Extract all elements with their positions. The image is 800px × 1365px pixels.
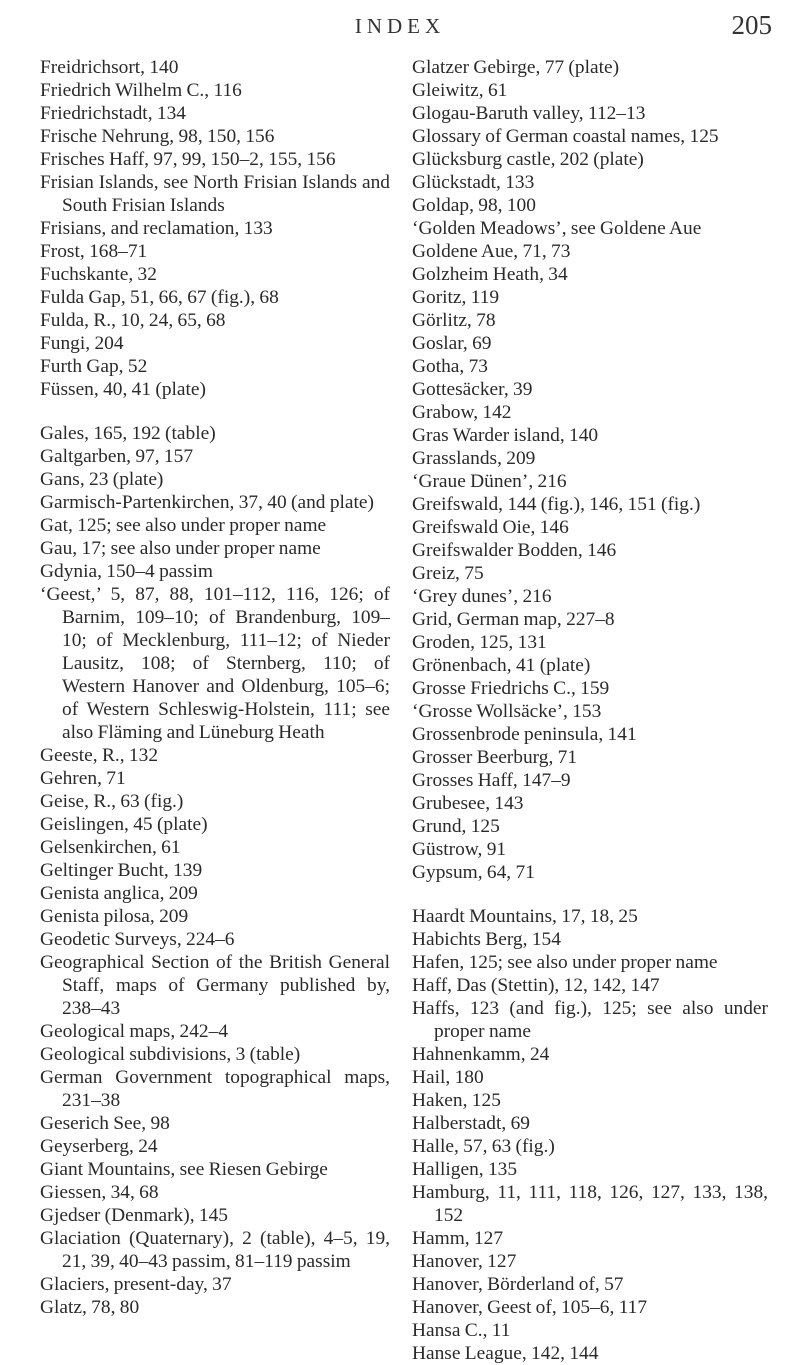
index-entry: Haken, 125 xyxy=(412,1090,501,1111)
index-entry: Grubesee, 143 xyxy=(412,793,524,814)
index-entry: Grabow, 142 xyxy=(412,402,512,423)
index-entry: Friedrich Wilhelm C., 116 xyxy=(40,80,242,101)
index-entry: Geltinger Bucht, 139 xyxy=(40,860,203,881)
index-entry: Görlitz, 78 xyxy=(412,310,496,331)
index-entry: Golzheim Heath, 34 xyxy=(412,264,568,285)
running-title: INDEX xyxy=(354,14,446,38)
page-number: 205 xyxy=(731,10,772,40)
letter-group-gap xyxy=(412,884,768,905)
index-entry: ‘Grey dunes’, 216 xyxy=(412,586,552,607)
index-entry: Geeste, R., 132 xyxy=(40,745,159,766)
index-entry: Genista pilosa, 209 xyxy=(40,906,189,927)
index-entry: German Government topographical maps, 231–38 xyxy=(40,1067,390,1111)
index-entry: Glatzer Gebirge, 77 (plate) xyxy=(412,57,620,78)
index-entry: Giessen, 34, 68 xyxy=(40,1182,159,1203)
index-entry: Gottesäcker, 39 xyxy=(412,379,533,400)
index-entry: Glaciation (Quaternary), 2 (table), 4–5, 19, 21, 39, 40–43 passim, 81–119 passim xyxy=(40,1228,390,1272)
index-entry: Gras Warder island, 140 xyxy=(412,425,599,446)
index-entry: Grosse Friedrichs C., 159 xyxy=(412,678,610,699)
index-entry: Garmisch-Partenkirchen, 37, 40 (and plate) xyxy=(40,492,374,513)
index-entry: Haffs, 123 (and fig.), 125; see also under proper name xyxy=(412,998,768,1042)
index-entry: Friedrichstadt, 134 xyxy=(40,103,186,124)
index-entry: Fulda Gap, 51, 66, 67 (fig.), 68 xyxy=(40,287,279,308)
index-entry: Habichts Berg, 154 xyxy=(412,929,561,950)
index-entry: Hamburg, 11, 111, 118, 126, 127, 133, 138, 152 xyxy=(412,1182,768,1226)
index-entry: Greifswald Oie, 146 xyxy=(412,517,569,538)
index-entry: Grosser Beerburg, 71 xyxy=(412,747,578,768)
index-entry: Groden, 125, 131 xyxy=(412,632,547,653)
index-entry: Hamm, 127 xyxy=(412,1228,504,1249)
index-entry: Furth Gap, 52 xyxy=(40,356,148,377)
index-entry: Gjedser (Denmark), 145 xyxy=(40,1205,228,1226)
running-head xyxy=(0,10,800,48)
index-entry: Gleiwitz, 61 xyxy=(412,80,508,101)
index-entry: Gypsum, 64, 71 xyxy=(412,862,535,883)
index-entry: Geographical Section of the British General Staff, maps of Germany published by, 238–43 xyxy=(40,952,390,1019)
index-entry: Hail, 180 xyxy=(412,1067,484,1088)
index-column-left xyxy=(40,56,390,1319)
index-entry: Grasslands, 209 xyxy=(412,448,536,469)
index-entry: Fuchskante, 32 xyxy=(40,264,157,285)
index-entry: Glogau-Baruth valley, 112–13 xyxy=(412,103,646,124)
index-entry: Goldap, 98, 100 xyxy=(412,195,536,216)
index-entry: Haff, Das (Stettin), 12, 142, 147 xyxy=(412,975,660,996)
index-entry: Greiz, 75 xyxy=(412,563,484,584)
index-entry: Glückstadt, 133 xyxy=(412,172,535,193)
index-entry: Greifswalder Bodden, 146 xyxy=(412,540,617,561)
index-entry: Greifswald, 144 (fig.), 146, 151 (fig.) xyxy=(412,494,701,515)
index-entry: Halberstadt, 69 xyxy=(412,1113,530,1134)
index-entry: Goldene Aue, 71, 73 xyxy=(412,241,571,262)
index-entry: Glatz, 78, 80 xyxy=(40,1297,140,1318)
index-entry: Geodetic Surveys, 224–6 xyxy=(40,929,235,950)
letter-group-gap xyxy=(40,401,390,422)
index-column-right xyxy=(412,56,768,1365)
index-entry: Frische Nehrung, 98, 150, 156 xyxy=(40,126,275,147)
index-entry: Gau, 17; see also under proper name xyxy=(40,538,321,559)
index-entry: Goritz, 119 xyxy=(412,287,500,308)
index-entry: ‘Golden Meadows’, see Goldene Aue xyxy=(412,218,702,239)
index-entry: Hanse League, 142, 144 xyxy=(412,1343,599,1364)
index-entry: Genista anglica, 209 xyxy=(40,883,198,904)
index-entry: Grönenbach, 41 (plate) xyxy=(412,655,591,676)
index-entry: Grosses Haff, 147–9 xyxy=(412,770,571,791)
index-entry: Frost, 168–71 xyxy=(40,241,148,262)
index-entry: Hafen, 125; see also under proper name xyxy=(412,952,718,973)
index-entry: Gelsenkirchen, 61 xyxy=(40,837,181,858)
index-entry: Halle, 57, 63 (fig.) xyxy=(412,1136,555,1157)
index-entry: Halligen, 135 xyxy=(412,1159,518,1180)
index-entry: Güstrow, 91 xyxy=(412,839,507,860)
index-entry: Grund, 125 xyxy=(412,816,500,837)
index-entry: Geological subdivisions, 3 (table) xyxy=(40,1044,301,1065)
index-entry: Glaciers, present-day, 37 xyxy=(40,1274,232,1295)
index-entry: Gales, 165, 192 (table) xyxy=(40,423,216,444)
index-entry: Grossenbrode peninsula, 141 xyxy=(412,724,637,745)
index-entry: Füssen, 40, 41 (plate) xyxy=(40,379,206,400)
index-entry: ‘Graue Dünen’, 216 xyxy=(412,471,567,492)
index-entry: Hanover, Geest of, 105–6, 117 xyxy=(412,1297,648,1318)
index-entry: Fulda, R., 10, 24, 65, 68 xyxy=(40,310,226,331)
index-entry: ‘Geest,’ 5, 87, 88, 101–112, 116, 126; of Barnim, 109–10; of Brandenburg, 109–10; of Mecklenburg, 111–12; of Nieder Lausitz, 108; of Sternberg, 110; of Western Hanover and Oldenburg, 105–6; of Western Schleswig-Holstein, 111; see also Fläming and Lüneburg Heath xyxy=(40,584,390,743)
index-entry: Geserich See, 98 xyxy=(40,1113,170,1134)
index-entry: Haardt Mountains, 17, 18, 25 xyxy=(412,906,638,927)
index-entry: Glossary of German coastal names, 125 xyxy=(412,126,719,147)
index-entry: Gotha, 73 xyxy=(412,356,488,377)
index-entry: Geyserberg, 24 xyxy=(40,1136,158,1157)
index-entry: Frisians, and reclamation, 133 xyxy=(40,218,273,239)
index-entry: Geise, R., 63 (fig.) xyxy=(40,791,184,812)
index-entry: ‘Grosse Wollsäcke’, 153 xyxy=(412,701,602,722)
index-entry: Hanover, 127 xyxy=(412,1251,517,1272)
index-entry: Grid, German map, 227–8 xyxy=(412,609,615,630)
index-entry: Gdynia, 150–4 passim xyxy=(40,561,213,582)
index-entry: Goslar, 69 xyxy=(412,333,492,354)
index-entry: Hansa C., 11 xyxy=(412,1320,511,1341)
index-entry: Giant Mountains, see Riesen Gebirge xyxy=(40,1159,328,1180)
index-entry: Gat, 125; see also under proper name xyxy=(40,515,327,536)
index-entry: Hanover, Börderland of, 57 xyxy=(412,1274,624,1295)
index-entry: Freidrichsort, 140 xyxy=(40,57,179,78)
index-entry: Fungi, 204 xyxy=(40,333,124,354)
index-entry: Frisian Islands, see North Frisian Islands and South Frisian Islands xyxy=(40,172,390,216)
index-entry: Geological maps, 242–4 xyxy=(40,1021,229,1042)
index-entry: Gehren, 71 xyxy=(40,768,126,789)
index-entry: Geislingen, 45 (plate) xyxy=(40,814,208,835)
index-entry: Glücksburg castle, 202 (plate) xyxy=(412,149,644,170)
index-entry: Galtgarben, 97, 157 xyxy=(40,446,194,467)
index-entry: Gans, 23 (plate) xyxy=(40,469,164,490)
index-entry: Frisches Haff, 97, 99, 150–2, 155, 156 xyxy=(40,149,336,170)
index-entry: Hahnenkamm, 24 xyxy=(412,1044,550,1065)
